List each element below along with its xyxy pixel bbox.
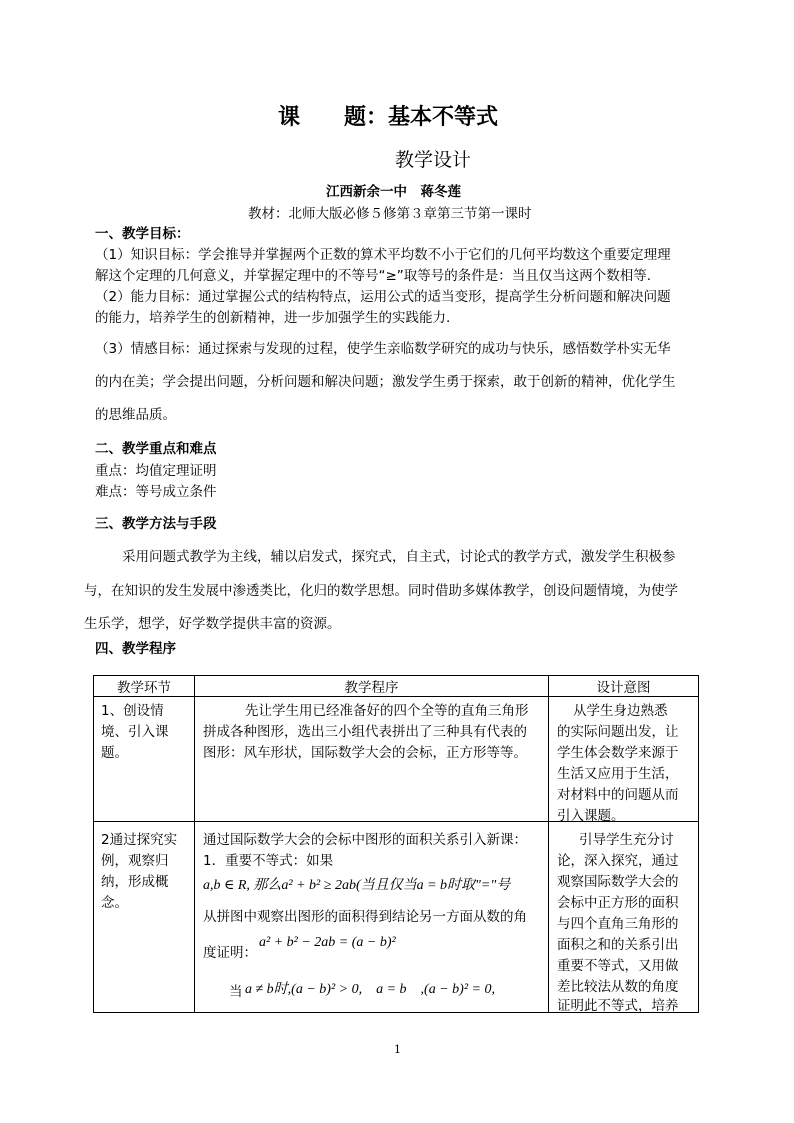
cell-text: 度证明： — [203, 945, 257, 961]
section-heading-keypoints: 二、教学重点和难点 — [95, 441, 217, 457]
difficulty-line: 难点：等号成立条件 — [95, 484, 217, 500]
cell-text: 1．重要不等式：如果 — [203, 853, 334, 869]
cell-text: 论，深入探究，通过 — [557, 853, 679, 869]
cell-text: 念。 — [101, 895, 128, 911]
cell-text: 图形：风车形状，国际数学大会的会标，正方形等等。 — [203, 745, 527, 761]
table-header: 教学环节 — [94, 676, 195, 697]
methods-line: 采用问题式教学为主线，辅以启发式，探究式，自主式，讨论式的教学方式，激发学生积极参 — [122, 549, 676, 565]
page-number: 1 — [394, 1043, 401, 1056]
cell-text: 面积之和的关系引出 — [557, 937, 679, 953]
cell-text: 1、创设情 — [101, 703, 164, 719]
goals-line: 的内在美；学会提出问题，分析问题和解决问题；激发学生勇于探索，敢于创新的精神，优化学生 — [95, 374, 676, 390]
page-subtitle: 教学设计 — [395, 149, 472, 171]
cell-text: 会标中正方形的面积 — [557, 895, 679, 911]
cell-text: 差比较法从数的角度 — [557, 979, 679, 995]
cell-text: 当 — [229, 984, 243, 1000]
cell-text: 的实际问题出发，让 — [557, 724, 679, 740]
cell-text: 重要不等式，又用做 — [557, 958, 679, 974]
table-header: 教学程序 — [195, 676, 549, 697]
table-cell-stage — [94, 822, 195, 1013]
cell-text: 从拼图中观察出图形的面积得到结论另一方面从数的角 — [203, 909, 527, 925]
cell-text: 证明此不等式，培养 — [557, 998, 679, 1014]
cell-text: 例，观察归 — [101, 853, 169, 869]
procedure-table — [93, 675, 699, 1013]
formula-inequality: a,b ∈ R, 那么a² + b² ≥ 2ab(当且仅当a = b时取"="号 — [203, 878, 511, 893]
table-cell-intent — [549, 822, 699, 1013]
keypoint-line: 重点：均值定理证明 — [95, 463, 217, 479]
table-row — [94, 697, 699, 822]
cell-text: 通过国际数学大会的会标中图形的面积关系引入新课： — [203, 832, 527, 848]
goals-line: （2）能力目标：通过掌握公式的结构特点，运用公式的适当变形，提高学生分析问题和解决问题 — [95, 289, 671, 305]
table-cell-stage — [94, 697, 195, 822]
table-cell-procedure — [195, 697, 549, 822]
methods-line: 与，在知识的发生发展中渗透类比，化归的数学思想。同时借助多媒体教学，创设问题情境，为使学 — [84, 583, 678, 599]
section-heading-goals: 一、教学目标： — [95, 226, 190, 242]
table-header-row — [94, 676, 699, 697]
cell-text: 拼成各种图形，选出三小组代表拼出了三种具有代表的 — [203, 724, 527, 740]
goals-line: （3）情感目标：通过探索与发现的过程，使学生亲临数学研究的成功与快乐，感悟数学朴实无华 — [95, 341, 671, 357]
goals-line: （1）知识目标：学会推导并掌握两个正数的算术平均数不小于它们的几何平均数这个重要定理理 — [95, 247, 671, 263]
formula-cases: a ≠ b时,(a − b)² > 0, a = b ,(a − b)² = 0, — [245, 982, 495, 997]
cell-text: 先让学生用已经准备好的四个全等的直角三角形 — [245, 703, 529, 719]
cell-text: 引导学生充分讨 — [579, 832, 674, 848]
cell-text: 2通过探究实 — [101, 832, 178, 848]
section-heading-procedure: 四、教学程序 — [95, 641, 176, 657]
cell-text: 与四个直角三角形的 — [557, 916, 679, 932]
table-header: 设计意图 — [549, 676, 699, 697]
table-cell-intent — [549, 697, 699, 822]
cell-text: 对材料中的问题从而 — [557, 787, 679, 803]
goals-line: 的能力，培养学生的创新精神，进一步加强学生的实践能力. — [95, 310, 451, 326]
cell-text: 观察国际数学大会的 — [557, 874, 679, 890]
table-row — [94, 822, 699, 1013]
page-title: 课 题：基本不等式 — [278, 104, 499, 130]
cell-text: 境、引入课 — [101, 724, 169, 740]
methods-line: 生乐学，想学，好学数学提供丰富的资源。 — [84, 616, 341, 632]
textbook-line: 教材：北师大版必修５修第３章第三节第一课时 — [248, 206, 532, 222]
author-line: 江西新余一中 蒋冬莲 — [326, 184, 461, 200]
cell-text: 生活又应用于生活， — [557, 766, 679, 782]
cell-text: 学生体会数学来源于 — [557, 745, 679, 761]
cell-text: 引入课题。 — [557, 808, 625, 824]
goals-line: 的思维品质。 — [95, 407, 176, 423]
cell-text: 纳，形成概 — [101, 874, 169, 890]
goals-line: 解这个定理的几何意义，并掌握定理中的不等号“≥”取等号的条件是：当且仅当这两个数相等. — [95, 268, 652, 284]
formula-identity: a² + b² − 2ab = (a − b)² — [259, 935, 396, 950]
section-heading-methods: 三、教学方法与手段 — [95, 516, 217, 532]
cell-text: 题。 — [101, 745, 128, 761]
table-cell-procedure — [195, 822, 549, 1013]
cell-text: 从学生身边熟悉 — [573, 703, 668, 719]
